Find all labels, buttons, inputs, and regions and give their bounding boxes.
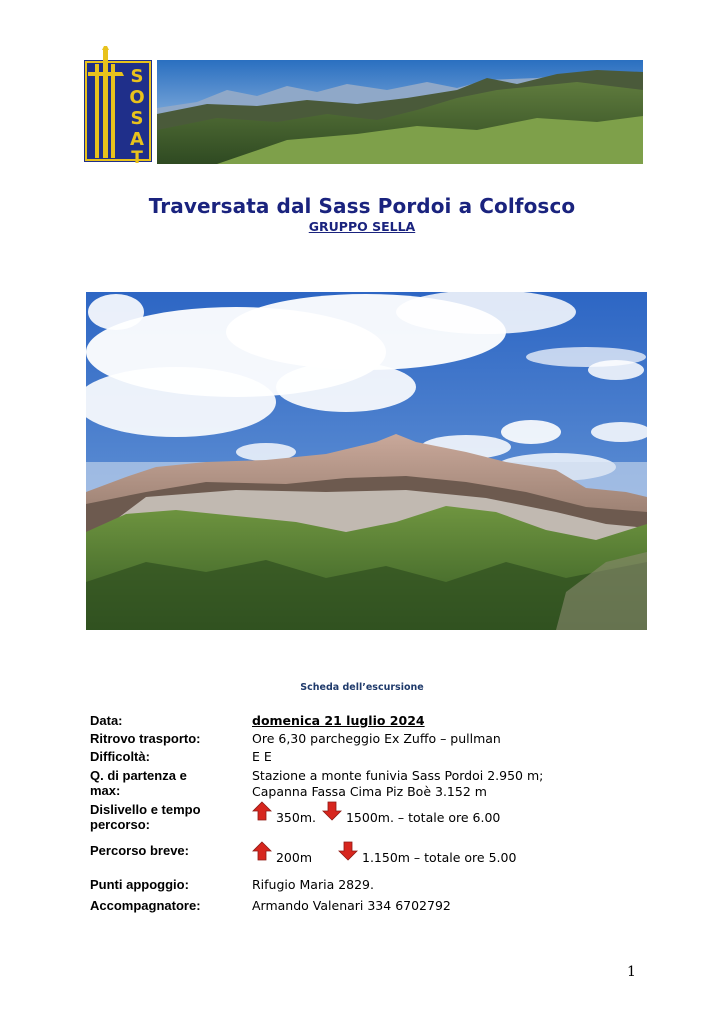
value-accompagnatore: Armando Valenari 334 6702792 [252,898,451,913]
label-quote [90,768,250,798]
sass-pordoi-photo [86,292,647,630]
arrow-down-icon [322,801,342,821]
value-punti-appoggio: Rifugio Maria 2829. [252,877,374,892]
section-heading: Scheda dell’escursione [300,682,424,693]
label-percorso-breve: Percorso breve: [90,843,189,858]
arrow-up-icon [252,801,272,821]
value-quote-line2: Capanna Fassa Cima Piz Boè 3.152 m [252,784,487,799]
value-quote [252,768,543,800]
dislivello-up: 350m. [275,809,316,825]
page-subtitle: GRUPPO SELLA [308,219,416,234]
svg-text:S: S [130,108,144,129]
svg-text:A: A [130,129,144,150]
dislivello-down: 1500m. – totale ore 6.00 [345,809,501,825]
svg-text:T: T [131,148,143,164]
label-quote-line2: max: [90,783,121,798]
value-percorso-breve [252,841,517,865]
arrow-down-icon [338,841,358,861]
label-difficolta: Difficoltà: [90,749,150,764]
svg-text:S: S [130,66,144,87]
value-quote-line1: Stazione a monte funivia Sass Pordoi 2.950 m; [252,768,544,783]
label-punti-appoggio: Punti appoggio: [90,877,189,892]
label-quote-line1: Q. di partenza e [90,768,187,783]
sosat-logo [84,46,154,164]
value-data: domenica 21 luglio 2024 [252,713,425,728]
label-accompagnatore: Accompagnatore: [90,898,201,913]
label-ritrovo: Ritrovo trasporto: [90,731,201,746]
value-dislivello [252,801,501,825]
arrow-up-icon [252,841,272,861]
label-dislivello-line1: Dislivello e tempo [90,802,201,817]
header-mountain-banner [157,60,643,164]
page-title: Traversata dal Sass Pordoi a Colfosco [148,194,576,218]
svg-text:O: O [129,87,145,108]
label-data: Data: [90,713,123,728]
page-number: 1 [627,964,636,980]
value-ritrovo: Ore 6,30 parcheggio Ex Zuffo – pullman [252,731,501,746]
label-dislivello-line2: percorso: [90,817,150,832]
value-difficolta: E E [252,749,272,764]
label-dislivello [90,802,250,832]
percorso-breve-up: 200m [275,849,313,865]
percorso-breve-down: 1.150m – totale ore 5.00 [362,849,517,865]
